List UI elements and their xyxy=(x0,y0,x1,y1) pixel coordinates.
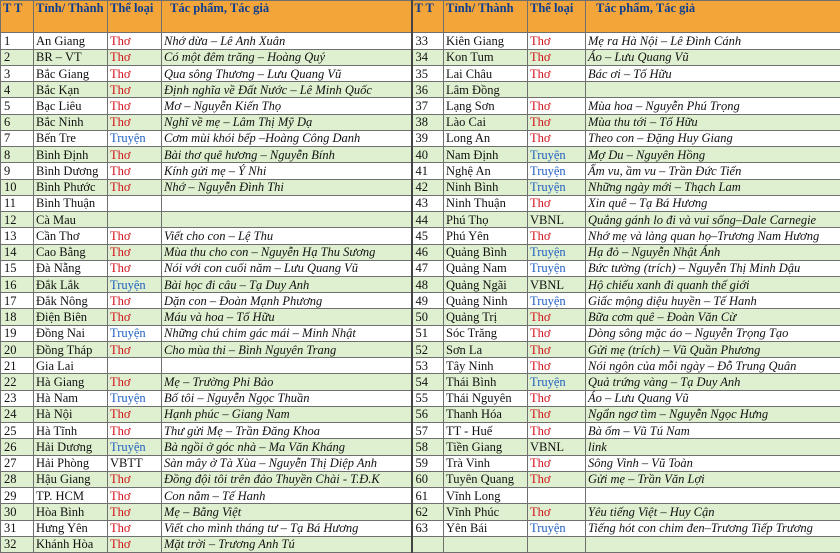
stt-cell-right: 53 xyxy=(412,358,444,374)
work-author-cell-right: Ngẩn ngơ tìm – Nguyễn Ngọc Hưng xyxy=(586,406,840,422)
genre-cell-left: Thơ xyxy=(108,147,162,163)
genre-cell-left: Truyện xyxy=(108,390,162,406)
province-cell-right: Thái Bình xyxy=(444,374,528,390)
work-author-cell-left xyxy=(162,195,412,211)
genre-cell-right: Truyện xyxy=(528,520,586,536)
stt-cell-right: 36 xyxy=(412,82,444,98)
work-author-cell-right: Sông Vinh – Vũ Toàn xyxy=(586,455,840,471)
stt-cell-right: 46 xyxy=(412,244,444,260)
work-author-cell-right: Mùa hoa – Nguyễn Phú Trọng xyxy=(586,98,840,114)
genre-cell-right: Thơ xyxy=(528,114,586,130)
province-cell-right xyxy=(444,536,528,552)
stt-cell-right: 63 xyxy=(412,520,444,536)
province-cell-right: Sơn La xyxy=(444,341,528,357)
stt-cell-left: 26 xyxy=(1,439,34,455)
stt-cell-left: 23 xyxy=(1,390,34,406)
work-author-cell-left: Nghĩ về mẹ – Lâm Thị Mỹ Dạ xyxy=(162,114,412,130)
province-cell-left: Hải Dương xyxy=(34,439,108,455)
province-cell-right: TT - Huế xyxy=(444,423,528,439)
genre-cell-left: Truyện xyxy=(108,325,162,341)
genre-cell-right: Thơ xyxy=(528,471,586,487)
genre-cell-left: Thơ xyxy=(108,260,162,276)
stt-cell-right: 48 xyxy=(412,276,444,292)
province-cell-right: Vĩnh Long xyxy=(444,488,528,504)
table-row xyxy=(1,179,840,195)
province-cell-right: Tiền Giang xyxy=(444,439,528,455)
work-author-cell-right: Bức tường (trích) – Nguyễn Thị Minh Dậu xyxy=(586,260,840,276)
stt-cell-left: 10 xyxy=(1,179,34,195)
province-cell-left: Đồng Tháp xyxy=(34,341,108,357)
province-cell-left: Hà Tĩnh xyxy=(34,423,108,439)
stt-cell-left: 11 xyxy=(1,195,34,211)
stt-cell-right: 42 xyxy=(412,179,444,195)
work-author-cell-left: Bố tôi – Nguyễn Ngọc Thuần xyxy=(162,390,412,406)
table-row xyxy=(1,520,840,536)
genre-cell-right: Thơ xyxy=(528,130,586,146)
work-author-cell-right xyxy=(586,82,840,98)
work-author-cell-right: Mùa thu tới – Tố Hữu xyxy=(586,114,840,130)
stt-cell-left: 5 xyxy=(1,98,34,114)
stt-cell-right: 61 xyxy=(412,488,444,504)
genre-cell-left: Thơ xyxy=(108,374,162,390)
table-row xyxy=(1,195,840,211)
header-province-right: Tỉnh/ Thành xyxy=(444,1,528,33)
work-author-cell-right: Bác ơi – Tố Hữu xyxy=(586,65,840,81)
province-cell-right: Long An xyxy=(444,130,528,146)
genre-cell-left: Thơ xyxy=(108,82,162,98)
genre-cell-left: Thơ xyxy=(108,520,162,536)
province-cell-right: Tây Ninh xyxy=(444,358,528,374)
stt-cell-left: 18 xyxy=(1,309,34,325)
work-author-cell-right: Dòng sông mặc áo – Nguyễn Trọng Tạo xyxy=(586,325,840,341)
table-row xyxy=(1,98,840,114)
genre-cell-left: Thơ xyxy=(108,228,162,244)
province-cell-right: Kiên Giang xyxy=(444,33,528,49)
table-row xyxy=(1,455,840,471)
province-cell-right: Phú Thọ xyxy=(444,212,528,228)
stt-cell-right: 41 xyxy=(412,163,444,179)
table-row xyxy=(1,65,840,81)
work-author-cell-left: Viết cho con – Lệ Thu xyxy=(162,228,412,244)
genre-cell-right: Thơ xyxy=(528,423,586,439)
province-cell-right: Quảng Trị xyxy=(444,309,528,325)
genre-cell-right: VBNL xyxy=(528,276,586,292)
work-author-cell-right: Theo con – Đặng Huy Giang xyxy=(586,130,840,146)
work-author-cell-right: Yêu tiếng Việt – Huy Cận xyxy=(586,504,840,520)
genre-cell-right: Thơ xyxy=(528,406,586,422)
work-author-cell-left: Cơm mùi khói bếp –Hoàng Công Danh xyxy=(162,130,412,146)
stt-cell-left: 13 xyxy=(1,228,34,244)
header-stt-left: T T xyxy=(1,1,34,33)
province-cell-left: Hà Nam xyxy=(34,390,108,406)
work-author-cell-right: Những ngày mới – Thạch Lam xyxy=(586,179,840,195)
work-author-cell-right: Mợ Du – Nguyên Hồng xyxy=(586,147,840,163)
table-row xyxy=(1,260,840,276)
province-cell-left: Bình Thuận xyxy=(34,195,108,211)
table-row xyxy=(1,114,840,130)
genre-cell-left: Truyện xyxy=(108,130,162,146)
province-cell-right: Tuyên Quang xyxy=(444,471,528,487)
genre-cell-right: Thơ xyxy=(528,49,586,65)
work-author-cell-left xyxy=(162,358,412,374)
stt-cell-left: 6 xyxy=(1,114,34,130)
province-cell-right: Nam Định xyxy=(444,147,528,163)
genre-cell-left: Thơ xyxy=(108,65,162,81)
province-cell-left: Bắc Kạn xyxy=(34,82,108,98)
stt-cell-right: 51 xyxy=(412,325,444,341)
stt-cell-right: 43 xyxy=(412,195,444,211)
genre-cell-left: Thơ xyxy=(108,163,162,179)
table-row xyxy=(1,49,840,65)
stt-cell-left: 24 xyxy=(1,406,34,422)
province-cell-left: Gia Lai xyxy=(34,358,108,374)
province-cell-left: Đắk Nông xyxy=(34,293,108,309)
table-row xyxy=(1,536,840,552)
genre-cell-right: Truyện xyxy=(528,374,586,390)
province-cell-left: An Giang xyxy=(34,33,108,49)
province-cell-right: Phú Yên xyxy=(444,228,528,244)
genre-cell-left: Thơ xyxy=(108,33,162,49)
work-author-cell-left: Mơ – Nguyễn Kiến Thọ xyxy=(162,98,412,114)
province-cell-left: Hậu Giang xyxy=(34,471,108,487)
genre-cell-left: Thơ xyxy=(108,341,162,357)
genre-cell-left: Thơ xyxy=(108,504,162,520)
province-cell-left: TP. HCM xyxy=(34,488,108,504)
work-author-cell-left: Những chú chim gác mái – Minh Nhật xyxy=(162,325,412,341)
province-cell-left: Hòa Bình xyxy=(34,504,108,520)
work-author-cell-left xyxy=(162,212,412,228)
work-author-cell-left: Kính gửi mẹ – Ý Nhi xyxy=(162,163,412,179)
province-cell-left: Điện Biên xyxy=(34,309,108,325)
stt-cell-right: 60 xyxy=(412,471,444,487)
work-author-cell-left: Thư gửi Mẹ – Trần Đăng Khoa xyxy=(162,423,412,439)
stt-cell-right: 45 xyxy=(412,228,444,244)
genre-cell-right: Thơ xyxy=(528,325,586,341)
stt-cell-right: 37 xyxy=(412,98,444,114)
work-author-cell-right: Giấc mộng diệu huyền – Tế Hanh xyxy=(586,293,840,309)
province-cell-left: Bến Tre xyxy=(34,130,108,146)
table-row xyxy=(1,374,840,390)
stt-cell-left: 3 xyxy=(1,65,34,81)
genre-cell-left xyxy=(108,358,162,374)
stt-cell-right: 50 xyxy=(412,309,444,325)
work-author-cell-left: Sàn mây ở Tà Xùa – Nguyễn Thị Diệp Anh xyxy=(162,455,412,471)
genre-cell-right: Truyện xyxy=(528,163,586,179)
stt-cell-left: 14 xyxy=(1,244,34,260)
stt-cell-left: 32 xyxy=(1,536,34,552)
stt-cell-left: 7 xyxy=(1,130,34,146)
province-cell-right: Trà Vinh xyxy=(444,455,528,471)
table-row xyxy=(1,33,840,49)
header-genre-left: Thể loại xyxy=(108,1,162,33)
work-author-cell-right: Gửi mẹ (trích) – Vũ Quần Phương xyxy=(586,341,840,357)
work-author-cell-left: Nhớ dừa – Lê Anh Xuân xyxy=(162,33,412,49)
stt-cell-right: 49 xyxy=(412,293,444,309)
stt-cell-right: 54 xyxy=(412,374,444,390)
genre-cell-left xyxy=(108,195,162,211)
table-row xyxy=(1,147,840,163)
work-author-cell-left: Mặt trời – Trương Anh Tú xyxy=(162,536,412,552)
work-author-cell-left: Đồng đội tôi trên đảo Thuyền Chài - T.Đ.K xyxy=(162,471,412,487)
table-row xyxy=(1,228,840,244)
table-row xyxy=(1,406,840,422)
work-author-cell-right: Nhớ mẹ và làng quan họ–Trương Nam Hương xyxy=(586,228,840,244)
table-row xyxy=(1,439,840,455)
stt-cell-right: 33 xyxy=(412,33,444,49)
stt-cell-left: 8 xyxy=(1,147,34,163)
province-cell-right: Ninh Thuận xyxy=(444,195,528,211)
genre-cell-left: Thơ xyxy=(108,488,162,504)
work-author-cell-left: Máu và hoa – Tố Hữu xyxy=(162,309,412,325)
province-cell-left: Bắc Giang xyxy=(34,65,108,81)
genre-cell-left: Thơ xyxy=(108,471,162,487)
genre-cell-left: Thơ xyxy=(108,423,162,439)
genre-cell-right: Thơ xyxy=(528,358,586,374)
work-author-cell-right: Mẹ ra Hà Nội – Lê Đình Cánh xyxy=(586,33,840,49)
province-cell-right: Nghệ An xyxy=(444,163,528,179)
province-cell-left: Hà Nội xyxy=(34,406,108,422)
province-cell-right: Lạng Sơn xyxy=(444,98,528,114)
province-cell-left: Hà Giang xyxy=(34,374,108,390)
table-row xyxy=(1,423,840,439)
genre-cell-right xyxy=(528,536,586,552)
stt-cell-left: 20 xyxy=(1,341,34,357)
genre-cell-right: Thơ xyxy=(528,228,586,244)
table-row xyxy=(1,341,840,357)
table-row xyxy=(1,390,840,406)
province-cell-right: Vĩnh Phúc xyxy=(444,504,528,520)
genre-cell-left: Truyện xyxy=(108,276,162,292)
province-cell-left: Bình Dương xyxy=(34,163,108,179)
work-author-cell-left: Có một đêm trăng – Hoàng Quý xyxy=(162,49,412,65)
table-row xyxy=(1,358,840,374)
work-author-cell-left: Bà ngồi ở góc nhà – Ma Văn Kháng xyxy=(162,439,412,455)
work-author-cell-right: Quả trứng vàng – Tạ Duy Anh xyxy=(586,374,840,390)
genre-cell-right: VBNL xyxy=(528,212,586,228)
province-cell-right: Thanh Hóa xyxy=(444,406,528,422)
genre-cell-right: Thơ xyxy=(528,33,586,49)
province-cell-left: Bình Định xyxy=(34,147,108,163)
genre-cell-left: Thơ xyxy=(108,293,162,309)
header-work-left: Tác phẩm, Tác giả xyxy=(162,1,412,33)
work-author-cell-left: Mùa thu cho con – Nguyễn Hạ Thu Sương xyxy=(162,244,412,260)
genre-cell-left: Thơ xyxy=(108,179,162,195)
work-author-cell-left: Bài thơ quê hương – Nguyễn Bính xyxy=(162,147,412,163)
genre-cell-right: Truyện xyxy=(528,293,586,309)
stt-cell-left: 4 xyxy=(1,82,34,98)
header-genre-right: Thể loại xyxy=(528,1,586,33)
province-cell-right: Quảng Bình xyxy=(444,244,528,260)
genre-cell-right: VBNL xyxy=(528,439,586,455)
stt-cell-left: 25 xyxy=(1,423,34,439)
stt-cell-right: 35 xyxy=(412,65,444,81)
province-cell-left: Khánh Hòa xyxy=(34,536,108,552)
province-cell-right: Ninh Bình xyxy=(444,179,528,195)
genre-cell-right: Thơ xyxy=(528,195,586,211)
stt-cell-left: 22 xyxy=(1,374,34,390)
province-cell-left: Đà Nẵng xyxy=(34,260,108,276)
stt-cell-left: 19 xyxy=(1,325,34,341)
province-cell-right: Lâm Đồng xyxy=(444,82,528,98)
genre-cell-left xyxy=(108,212,162,228)
province-cell-right: Sóc Trăng xyxy=(444,325,528,341)
stt-cell-left: 12 xyxy=(1,212,34,228)
table-row xyxy=(1,293,840,309)
genre-cell-right: Thơ xyxy=(528,309,586,325)
table-row xyxy=(1,212,840,228)
work-author-cell-left: Định nghĩa về Đất Nước – Lê Minh Quốc xyxy=(162,82,412,98)
stt-cell-left: 1 xyxy=(1,33,34,49)
table-row xyxy=(1,488,840,504)
work-author-cell-right xyxy=(586,488,840,504)
work-author-cell-right: Xin quê – Tạ Bá Hương xyxy=(586,195,840,211)
work-author-cell-left: Dặn con – Đoàn Mạnh Phương xyxy=(162,293,412,309)
work-author-cell-right: Ấm vu, ầm vu – Trần Đức Tiến xyxy=(586,163,840,179)
table-row xyxy=(1,325,840,341)
genre-cell-left: Thơ xyxy=(108,114,162,130)
work-author-cell-right: Áo – Lưu Quang Vũ xyxy=(586,49,840,65)
stt-cell-right: 38 xyxy=(412,114,444,130)
header-work-right: Tác phẩm, Tác giả xyxy=(586,1,840,33)
province-cell-left: Bắc Ninh xyxy=(34,114,108,130)
work-author-cell-left: Bài học đi câu – Tạ Duy Anh xyxy=(162,276,412,292)
work-author-cell-right: Quẳng gánh lo đi và vui sống–Dale Carnegie xyxy=(586,212,840,228)
work-author-cell-left: Cho mùa thi – Bình Nguyên Trang xyxy=(162,341,412,357)
table-row xyxy=(1,130,840,146)
genre-cell-right: Truyện xyxy=(528,244,586,260)
work-author-cell-right: Tiếng hót con chim đen–Trương Tiếp Trương xyxy=(586,520,840,536)
work-author-cell-right: Bữa cơm quê – Đoàn Văn Cừ xyxy=(586,309,840,325)
stt-cell-right: 34 xyxy=(412,49,444,65)
stt-cell-left: 27 xyxy=(1,455,34,471)
stt-cell-left: 2 xyxy=(1,49,34,65)
work-author-cell-left: Viết cho mình tháng tư – Tạ Bá Hương xyxy=(162,520,412,536)
stt-cell-right: 58 xyxy=(412,439,444,455)
work-author-cell-left: Con nằm – Tế Hanh xyxy=(162,488,412,504)
province-cell-left: Hưng Yên xyxy=(34,520,108,536)
stt-cell-left: 29 xyxy=(1,488,34,504)
province-cell-right: Thái Nguyên xyxy=(444,390,528,406)
work-author-cell-left: Nhớ – Nguyễn Đình Thi xyxy=(162,179,412,195)
work-author-cell-right xyxy=(586,536,840,552)
table-row xyxy=(1,309,840,325)
province-cell-right: Kon Tum xyxy=(444,49,528,65)
stt-cell-right: 39 xyxy=(412,130,444,146)
stt-cell-left: 21 xyxy=(1,358,34,374)
genre-cell-right xyxy=(528,488,586,504)
work-author-cell-right: Gửi mẹ – Trần Văn Lợi xyxy=(586,471,840,487)
genre-cell-right: Thơ xyxy=(528,341,586,357)
work-author-cell-right: link xyxy=(586,439,840,455)
province-cell-left: Đắk Lắk xyxy=(34,276,108,292)
stt-cell-right: 55 xyxy=(412,390,444,406)
table-row xyxy=(1,504,840,520)
stt-cell-left: 28 xyxy=(1,471,34,487)
province-cell-right: Quảng Ngãi xyxy=(444,276,528,292)
stt-cell-right xyxy=(412,536,444,552)
province-cell-right: Quảng Nam xyxy=(444,260,528,276)
province-cell-left: Cao Bằng xyxy=(34,244,108,260)
work-author-cell-left: Mẹ – Trường Phi Bảo xyxy=(162,374,412,390)
genre-cell-left: Thơ xyxy=(108,536,162,552)
work-author-cell-left: Qua sông Thương – Lưu Quang Vũ xyxy=(162,65,412,81)
genre-cell-left: Thơ xyxy=(108,406,162,422)
genre-cell-left: Truyện xyxy=(108,439,162,455)
work-author-cell-right: Áo – Lưu Quang Vũ xyxy=(586,390,840,406)
genre-cell-right: Truyện xyxy=(528,179,586,195)
stt-cell-left: 31 xyxy=(1,520,34,536)
genre-cell-left: Thơ xyxy=(108,98,162,114)
genre-cell-right: Thơ xyxy=(528,98,586,114)
header-stt-right: T T xyxy=(412,1,444,33)
header-province-left: Tỉnh/ Thành xyxy=(34,1,108,33)
genre-cell-right: Truyện xyxy=(528,147,586,163)
stt-cell-right: 56 xyxy=(412,406,444,422)
work-author-cell-right: Hạ đỏ – Nguyễn Nhật Ánh xyxy=(586,244,840,260)
genre-cell-left: Thơ xyxy=(108,49,162,65)
work-author-cell-right: Bà ốm – Vũ Tú Nam xyxy=(586,423,840,439)
stt-cell-right: 52 xyxy=(412,341,444,357)
genre-cell-right: Thơ xyxy=(528,390,586,406)
work-author-cell-left: Hạnh phúc – Giang Nam xyxy=(162,406,412,422)
province-cell-right: Yên Bái xyxy=(444,520,528,536)
stt-cell-right: 47 xyxy=(412,260,444,276)
stt-cell-right: 40 xyxy=(412,147,444,163)
province-cell-left: Cà Mau xyxy=(34,212,108,228)
genre-cell-right: Truyện xyxy=(528,260,586,276)
table-row xyxy=(1,244,840,260)
genre-cell-right: Thơ xyxy=(528,504,586,520)
stt-cell-right: 44 xyxy=(412,212,444,228)
table-row xyxy=(1,471,840,487)
province-cell-left: BR – VT xyxy=(34,49,108,65)
work-author-cell-left: Nói với con cuối năm – Lưu Quang Vũ xyxy=(162,260,412,276)
table-row xyxy=(1,276,840,292)
province-cell-left: Bình Phước xyxy=(34,179,108,195)
province-cell-left: Bạc Liêu xyxy=(34,98,108,114)
province-cell-right: Lào Cai xyxy=(444,114,528,130)
table-row xyxy=(1,82,840,98)
genre-cell-left: VBTT xyxy=(108,455,162,471)
work-author-cell-right: Hộ chiếu xanh đi quanh thế giới xyxy=(586,276,840,292)
table-row xyxy=(1,163,840,179)
stt-cell-left: 16 xyxy=(1,276,34,292)
stt-cell-right: 62 xyxy=(412,504,444,520)
province-cell-right: Quảng Ninh xyxy=(444,293,528,309)
work-author-cell-left: Mẹ – Bằng Việt xyxy=(162,504,412,520)
header-row xyxy=(1,1,840,33)
work-author-cell-right: Nói ngôn của mỗi ngày – Đỗ Trung Quân xyxy=(586,358,840,374)
stt-cell-left: 9 xyxy=(1,163,34,179)
province-cell-right: Lai Châu xyxy=(444,65,528,81)
province-cell-left: Hải Phòng xyxy=(34,455,108,471)
genre-cell-left: Thơ xyxy=(108,244,162,260)
stt-cell-left: 15 xyxy=(1,260,34,276)
stt-cell-right: 57 xyxy=(412,423,444,439)
genre-cell-right xyxy=(528,82,586,98)
genre-cell-right: Thơ xyxy=(528,455,586,471)
province-cell-left: Đồng Nai xyxy=(34,325,108,341)
genre-cell-right: Thơ xyxy=(528,65,586,81)
stt-cell-right: 59 xyxy=(412,455,444,471)
stt-cell-left: 17 xyxy=(1,293,34,309)
genre-cell-left: Thơ xyxy=(108,309,162,325)
province-cell-left: Cần Thơ xyxy=(34,228,108,244)
stt-cell-left: 30 xyxy=(1,504,34,520)
